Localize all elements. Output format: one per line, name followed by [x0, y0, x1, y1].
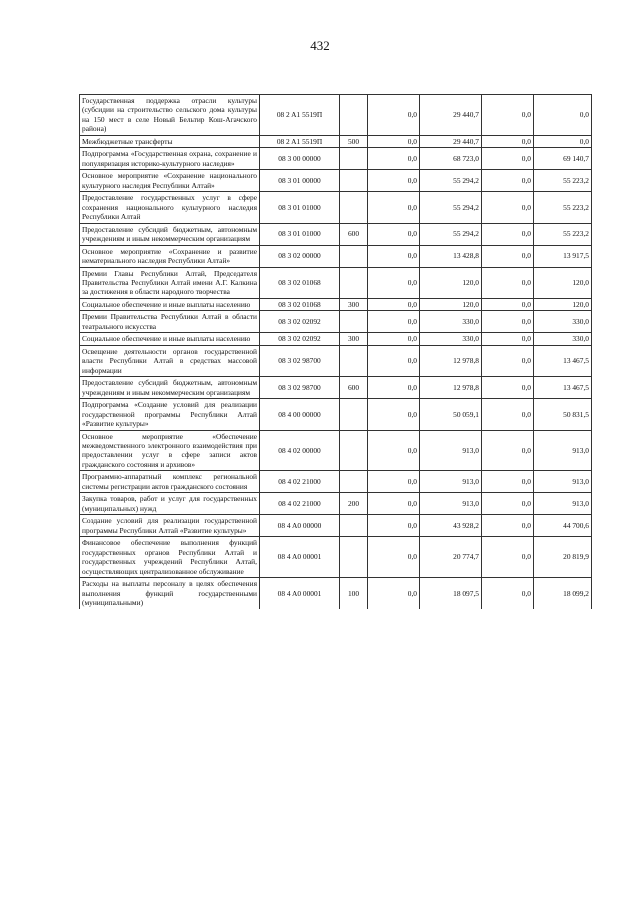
row-value-4: 55 223,2: [534, 192, 592, 223]
row-code: 08 3 02 98700: [260, 345, 340, 376]
row-name: Создание условий для реализации государственной программы Республики Алтай «Развитие культуры»: [80, 515, 260, 537]
row-code: 08 4 00 00000: [260, 399, 340, 430]
row-value-2: 120,0: [420, 267, 482, 298]
table-row: [80, 170, 592, 192]
row-code: 08 3 02 98700: [260, 377, 340, 399]
table-row: [80, 471, 592, 493]
row-expense-type: 500: [340, 135, 368, 147]
row-code: 08 4 02 00000: [260, 430, 340, 471]
row-value-4: 120,0: [534, 267, 592, 298]
row-value-1: 0,0: [368, 192, 420, 223]
row-expense-type: [340, 537, 368, 578]
table-row: [80, 399, 592, 430]
table-row: [80, 515, 592, 537]
row-value-2: 330,0: [420, 311, 482, 333]
row-value-1: 0,0: [368, 399, 420, 430]
row-name: Основное мероприятие «Обеспечение межведомственного электронного взаимодействия при предоставлении услуг в сфере записи актов гражданского состояния и архивов»: [80, 430, 260, 471]
row-name: Предоставление государственных услуг в сфере сохранения национального культурного наследия Республики Алтай: [80, 192, 260, 223]
row-value-3: 0,0: [482, 471, 534, 493]
row-value-3: 0,0: [482, 170, 534, 192]
row-value-4: 69 140,7: [534, 148, 592, 170]
row-expense-type: [340, 399, 368, 430]
row-value-4: 330,0: [534, 333, 592, 345]
row-expense-type: [340, 148, 368, 170]
row-value-1: 0,0: [368, 333, 420, 345]
row-value-3: 0,0: [482, 267, 534, 298]
row-value-4: 913,0: [534, 430, 592, 471]
table-row: [80, 345, 592, 376]
row-value-2: 20 774,7: [420, 537, 482, 578]
row-value-3: 0,0: [482, 245, 534, 267]
row-value-2: 913,0: [420, 493, 482, 515]
row-code: 08 4 A0 00000: [260, 515, 340, 537]
row-name: Государственная поддержка отрасли культуры (субсидии на строительство сельского дома культуры на 150 мест в селе Новый Бельтир Кош-Агачского района): [80, 95, 260, 136]
row-value-4: 913,0: [534, 493, 592, 515]
row-expense-type: [340, 245, 368, 267]
row-value-1: 0,0: [368, 471, 420, 493]
row-value-2: 55 294,2: [420, 170, 482, 192]
row-name: Закупка товаров, работ и услуг для государственных (муниципальных) нужд: [80, 493, 260, 515]
row-value-4: 330,0: [534, 311, 592, 333]
row-expense-type: [340, 170, 368, 192]
row-value-1: 0,0: [368, 377, 420, 399]
row-value-3: 0,0: [482, 223, 534, 245]
row-name: Расходы на выплаты персоналу в целях обеспечения выполнения функций государственными (муниципальными): [80, 578, 260, 609]
row-value-2: 43 928,2: [420, 515, 482, 537]
table-row: [80, 95, 592, 136]
row-expense-type: 600: [340, 223, 368, 245]
row-code: 08 4 A0 00001: [260, 578, 340, 609]
row-name: Социальное обеспечение и иные выплаты населению: [80, 298, 260, 310]
row-expense-type: 100: [340, 578, 368, 609]
row-expense-type: [340, 345, 368, 376]
table-row: [80, 135, 592, 147]
row-value-4: 55 223,2: [534, 223, 592, 245]
row-value-1: 0,0: [368, 537, 420, 578]
row-name: Основное мероприятие «Сохранение национального культурного наследия Республики Алтай»: [80, 170, 260, 192]
row-value-4: 20 819,9: [534, 537, 592, 578]
table-row: [80, 493, 592, 515]
row-name: Основное мероприятие «Сохранение и развитие нематериального наследия Республики Алтай»: [80, 245, 260, 267]
row-value-1: 0,0: [368, 95, 420, 136]
row-name: Финансовое обеспечение выполнения функций государственных органов Республики Алтай и государственных учреждений Республики Алтай, осуществляющих централизованное обслуживание: [80, 537, 260, 578]
row-value-3: 0,0: [482, 95, 534, 136]
row-value-4: 120,0: [534, 298, 592, 310]
row-value-3: 0,0: [482, 377, 534, 399]
row-value-3: 0,0: [482, 430, 534, 471]
row-value-4: 44 700,6: [534, 515, 592, 537]
row-code: 08 3 02 02092: [260, 311, 340, 333]
row-value-4: 0,0: [534, 135, 592, 147]
row-name: Премии Правительства Республики Алтай в области театрального искусства: [80, 311, 260, 333]
row-name: Предоставление субсидий бюджетным, автономным учреждениям и иным некоммерческим организациям: [80, 223, 260, 245]
row-value-3: 0,0: [482, 333, 534, 345]
row-value-3: 0,0: [482, 192, 534, 223]
row-code: 08 4 A0 00001: [260, 537, 340, 578]
row-value-4: 913,0: [534, 471, 592, 493]
row-expense-type: [340, 311, 368, 333]
row-expense-type: 300: [340, 298, 368, 310]
row-code: 08 3 01 01000: [260, 223, 340, 245]
row-code: 08 2 A1 5519П: [260, 95, 340, 136]
row-value-1: 0,0: [368, 493, 420, 515]
row-name: Освещение деятельности органов государственной власти Республики Алтай в средствах массовой информации: [80, 345, 260, 376]
row-value-2: 55 294,2: [420, 223, 482, 245]
row-value-3: 0,0: [482, 515, 534, 537]
row-expense-type: [340, 95, 368, 136]
row-value-4: 18 099,2: [534, 578, 592, 609]
table-row: [80, 377, 592, 399]
row-expense-type: [340, 471, 368, 493]
row-value-4: 0,0: [534, 95, 592, 136]
row-value-2: 29 440,7: [420, 135, 482, 147]
table-row: [80, 311, 592, 333]
row-value-4: 13 467,5: [534, 377, 592, 399]
row-value-2: 120,0: [420, 298, 482, 310]
row-value-1: 0,0: [368, 298, 420, 310]
row-expense-type: [340, 192, 368, 223]
table-row: [80, 578, 592, 609]
row-value-1: 0,0: [368, 170, 420, 192]
budget-table: [79, 94, 592, 609]
row-code: 08 3 02 02092: [260, 333, 340, 345]
row-value-1: 0,0: [368, 135, 420, 147]
row-value-2: 913,0: [420, 471, 482, 493]
row-value-1: 0,0: [368, 515, 420, 537]
row-value-3: 0,0: [482, 345, 534, 376]
table-row: [80, 267, 592, 298]
row-value-1: 0,0: [368, 245, 420, 267]
row-code: 08 3 01 01000: [260, 192, 340, 223]
row-value-2: 13 428,8: [420, 245, 482, 267]
row-value-3: 0,0: [482, 537, 534, 578]
row-value-2: 50 059,1: [420, 399, 482, 430]
table-row: [80, 245, 592, 267]
table-row: [80, 430, 592, 471]
row-value-1: 0,0: [368, 267, 420, 298]
row-code: 08 3 00 00000: [260, 148, 340, 170]
row-value-3: 0,0: [482, 578, 534, 609]
budget-table-body: [80, 95, 592, 609]
row-value-1: 0,0: [368, 311, 420, 333]
row-expense-type: [340, 515, 368, 537]
row-name: Межбюджетные трансферты: [80, 135, 260, 147]
row-value-2: 18 097,5: [420, 578, 482, 609]
row-value-3: 0,0: [482, 493, 534, 515]
row-value-2: 55 294,2: [420, 192, 482, 223]
table-row: [80, 298, 592, 310]
row-expense-type: [340, 267, 368, 298]
page-number: 432: [310, 38, 330, 53]
row-value-4: 55 223,2: [534, 170, 592, 192]
table-row: [80, 223, 592, 245]
row-value-3: 0,0: [482, 399, 534, 430]
row-value-3: 0,0: [482, 298, 534, 310]
row-value-2: 68 723,0: [420, 148, 482, 170]
row-value-3: 0,0: [482, 135, 534, 147]
row-code: 08 4 02 21000: [260, 493, 340, 515]
row-name: Подпрограмма «Создание условий для реализации государственной программы Республики Алтай «Развитие культуры»: [80, 399, 260, 430]
row-code: 08 4 02 21000: [260, 471, 340, 493]
row-value-3: 0,0: [482, 148, 534, 170]
table-row: [80, 192, 592, 223]
row-value-3: 0,0: [482, 311, 534, 333]
row-value-2: 12 978,8: [420, 377, 482, 399]
row-value-2: 913,0: [420, 430, 482, 471]
row-name: Премии Главы Республики Алтай, Председателя Правительства Республики Алтай имени А.Г. Калкина за достижения в области народного творчества: [80, 267, 260, 298]
row-code: 08 3 02 01068: [260, 298, 340, 310]
row-expense-type: 600: [340, 377, 368, 399]
row-value-1: 0,0: [368, 223, 420, 245]
row-value-1: 0,0: [368, 148, 420, 170]
row-code: 08 3 01 00000: [260, 170, 340, 192]
row-value-2: 12 978,8: [420, 345, 482, 376]
row-name: Социальное обеспечение и иные выплаты населению: [80, 333, 260, 345]
row-value-2: 29 440,7: [420, 95, 482, 136]
row-name: Программно-аппаратный комплекс региональной системы регистрации актов гражданского состояния: [80, 471, 260, 493]
row-expense-type: 200: [340, 493, 368, 515]
row-value-4: 50 831,5: [534, 399, 592, 430]
table-row: [80, 333, 592, 345]
row-code: 08 3 02 01068: [260, 267, 340, 298]
row-value-1: 0,0: [368, 430, 420, 471]
row-code: 08 3 02 00000: [260, 245, 340, 267]
row-value-4: 13 917,5: [534, 245, 592, 267]
row-code: 08 2 A1 5519П: [260, 135, 340, 147]
row-value-1: 0,0: [368, 345, 420, 376]
row-name: Предоставление субсидий бюджетным, автономным учреждениям и иным некоммерческим организациям: [80, 377, 260, 399]
row-expense-type: [340, 430, 368, 471]
table-row: [80, 537, 592, 578]
row-value-1: 0,0: [368, 578, 420, 609]
table-row: [80, 148, 592, 170]
row-value-2: 330,0: [420, 333, 482, 345]
row-value-4: 13 467,5: [534, 345, 592, 376]
row-name: Подпрограмма «Государственная охрана, сохранение и популяризация историко-культурного наследия»: [80, 148, 260, 170]
row-expense-type: 300: [340, 333, 368, 345]
